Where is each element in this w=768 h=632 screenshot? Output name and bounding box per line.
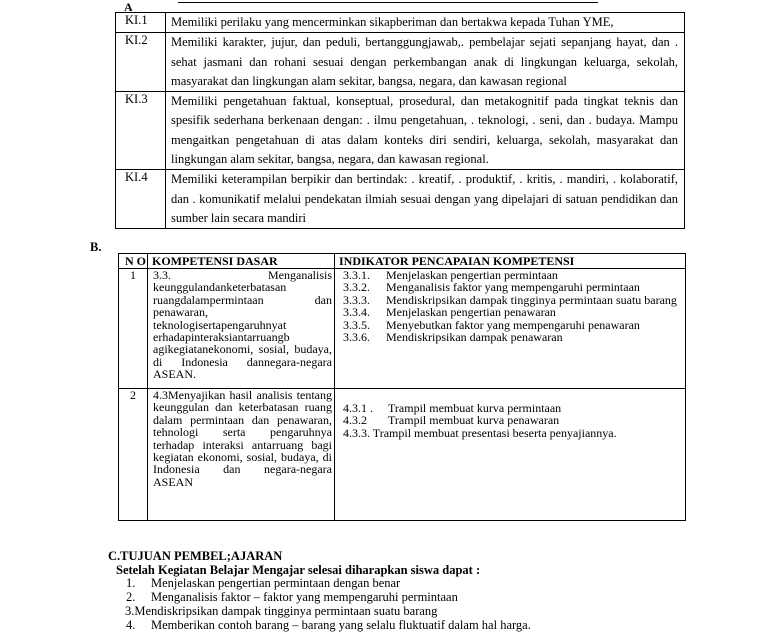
item-number: 1. bbox=[126, 576, 136, 590]
item-number: 3. bbox=[125, 604, 135, 618]
item-text: Menganalisis faktor – faktor yang mempengaruhi permintaan bbox=[151, 590, 458, 604]
kompetensi-inti-table bbox=[115, 12, 685, 229]
kd-text: 4.3Menyajikan hasil analisis tentang keunggulan dan keterbatasan ruang dalam permintaan dan penawaran, tehnologi serta pengaruhnya terhadap interaksi antarruang bagi kegiatan ekonomi, sosial, budaya, di Indonesia dan negara-negara ASEAN bbox=[153, 388, 332, 489]
indicator-number: 3.3.3. bbox=[343, 292, 370, 307]
list-item bbox=[343, 427, 683, 439]
section-c-title: C.TUJUAN PEMBEL;AJARAN bbox=[108, 549, 283, 563]
item-text: Mendiskripsikan dampak tingginya permintaan suatu barang bbox=[134, 604, 438, 618]
ki-text: Memiliki perilaku yang mencerminkan sikapberiman dan bertakwa kepada Tuhan YME, bbox=[166, 13, 685, 33]
item-number: 4. bbox=[126, 618, 136, 632]
item-text: Menjelaskan pengertian permintaan dengan benar bbox=[151, 576, 401, 590]
item-number: 2. bbox=[126, 590, 136, 604]
indicator-number: 4.3.1 . bbox=[343, 401, 373, 415]
indicator-number: 3.3.4. bbox=[343, 305, 370, 320]
ki-code: KI.4 bbox=[116, 170, 166, 229]
indicator-text: Mendiskripsikan dampak penawaran bbox=[386, 330, 563, 345]
item-text: Memberikan contoh barang – barang yang selalu fluktuatif dalam hal harga. bbox=[151, 618, 531, 632]
table-row bbox=[116, 92, 685, 170]
ki-text: Memiliki karakter, jujur, dan peduli, bertanggungjawab,. pembelajar sejati sepanjang hayat, dan . sehat jasmani dan rohani sesuai dengan perkembangan anak di lingkungan keluarga, sekolah, masyarakat dan lingkungan alam sekitar, bangsa, negara, dan kawasan regional bbox=[166, 33, 685, 92]
ki-code: KI.3 bbox=[116, 92, 166, 170]
indicator-number: 3.3.5. bbox=[343, 317, 370, 332]
indicator-text: Menganalisis faktor yang mempengaruhi permintaan bbox=[386, 280, 640, 295]
list-item bbox=[125, 604, 531, 618]
section-a-label: A bbox=[124, 0, 133, 14]
section-b-label: B. bbox=[90, 240, 102, 254]
top-rule bbox=[178, 2, 598, 3]
table-row bbox=[116, 33, 685, 92]
indicator-list bbox=[335, 269, 686, 389]
table-row bbox=[116, 13, 685, 33]
indicator-text: Menyebutkan faktor yang mempengaruhi penawaran bbox=[386, 317, 640, 332]
indicator-text: Trampil membuat kurva permintaan bbox=[388, 401, 562, 415]
table-row bbox=[119, 269, 686, 389]
col-header-indicator: INDIKATOR PENCAPAIAN KOMPETENSI bbox=[335, 254, 686, 269]
list-item bbox=[343, 306, 683, 318]
list-item bbox=[343, 281, 683, 293]
indicator-text: Mendiskripsikan dampak tingginya permintaan suatu barang bbox=[386, 292, 677, 307]
indicator-number: 4.3.2 bbox=[343, 413, 367, 428]
objective-list bbox=[126, 576, 531, 632]
indicator-text: Menjelaskan pengertian permintaan bbox=[386, 268, 558, 282]
col-header-no: N O bbox=[119, 254, 148, 269]
kd-text: 3.3. Menganalisis keunggulandanketerbatasan ruangdalampermintaan dan penawaran, teknologisertapengaruhnyat erhadapinteraksiantarruangb agikegiatanekonomi, sosial, budaya, di Indonesia dannegara-negara ASEAN. bbox=[153, 268, 332, 382]
indicator-number: 3.3.6. bbox=[343, 330, 370, 345]
list-item bbox=[126, 590, 531, 604]
kompetensi-dasar-table bbox=[118, 253, 686, 521]
indicator-text: Trampil membuat presentasi beserta penyajiannya. bbox=[372, 425, 617, 440]
row-number: 2 bbox=[119, 389, 148, 521]
indicator-number: 3.3.2. bbox=[343, 280, 370, 295]
table-header-row bbox=[119, 254, 686, 269]
indicator-text: Menjelaskan pengertian penawaran bbox=[386, 305, 556, 320]
section-c-intro: Setelah Kegiatan Belajar Mengajar selesai diharapkan siswa dapat : bbox=[116, 563, 481, 577]
table-row bbox=[119, 389, 686, 521]
col-header-kd: KOMPETENSI DASAR bbox=[148, 254, 335, 269]
indicator-number: 3.3.1. bbox=[343, 268, 370, 282]
ki-code: KI.1 bbox=[116, 13, 166, 33]
list-item bbox=[343, 331, 683, 343]
indicator-list bbox=[335, 389, 686, 521]
indicator-number: 4.3.3. bbox=[343, 425, 370, 440]
ki-text: Memiliki pengetahuan faktual, konseptual, prosedural, dan metakognitif pada tingkat teknis dan spesifik sederhana berkenaan dengan: . ilmu pengetahuan, . teknologi, . seni, dan . budaya. Mampu mengaitkan pengetahuan di atas dalam konteks diri sendiri, keluarga, sekolah, masyarakat dan lingkungan alam sekitar, bangsa, negara, dan kawasan regional. bbox=[166, 92, 685, 170]
row-number: 1 bbox=[119, 269, 148, 389]
ki-code: KI.2 bbox=[116, 33, 166, 92]
table-row bbox=[116, 170, 685, 229]
indicator-text: Trampil membuat kurva penawaran bbox=[388, 413, 560, 428]
ki-text: Memiliki keterampilan berpikir dan bertindak: . kreatif, . produktif, . kritis, . mandiri, . kolaboratif, dan . komunikatif melalui pendekatan ilmiah sesuai dengan yang dipelajari di satuan pendidikan dan sumber lain secara mandiri bbox=[166, 170, 685, 229]
list-item bbox=[126, 576, 531, 590]
